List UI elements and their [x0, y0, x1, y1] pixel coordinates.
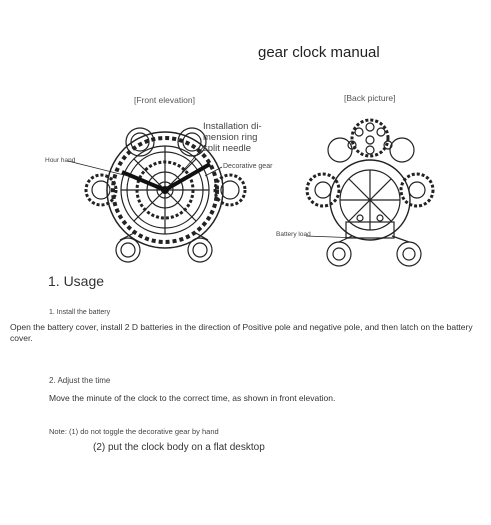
back-clock-drawing: [307, 120, 433, 266]
note-2: (2) put the clock body on a flat desktop: [93, 442, 265, 453]
installation-label: Installation di-mension ring split needle: [203, 121, 262, 154]
decorative-gear-label: Decorative gear: [223, 163, 273, 170]
step1-body: Open the battery cover, install 2 D batteries in the direction of Positive pole and negative pole, and then latch on the battery cover.: [10, 322, 473, 343]
step1-title: 1. Install the battery: [49, 309, 111, 316]
front-elevation-caption: [Front elevation]: [134, 95, 195, 105]
battery-load-label: Battery load: [276, 231, 311, 238]
page-title: gear clock manual: [258, 44, 380, 61]
step2-title: 2. Adjust the time: [49, 376, 111, 385]
hour-hand-label: Hour hand: [45, 157, 76, 164]
step2-body: Move the minute of the clock to the correct time, as shown in front elevation.: [49, 393, 336, 403]
note-1: Note: (1) do not toggle the decorative gear by hand: [49, 427, 219, 436]
usage-heading: 1. Usage: [48, 273, 105, 289]
back-picture-caption: [Back picture]: [344, 93, 396, 103]
